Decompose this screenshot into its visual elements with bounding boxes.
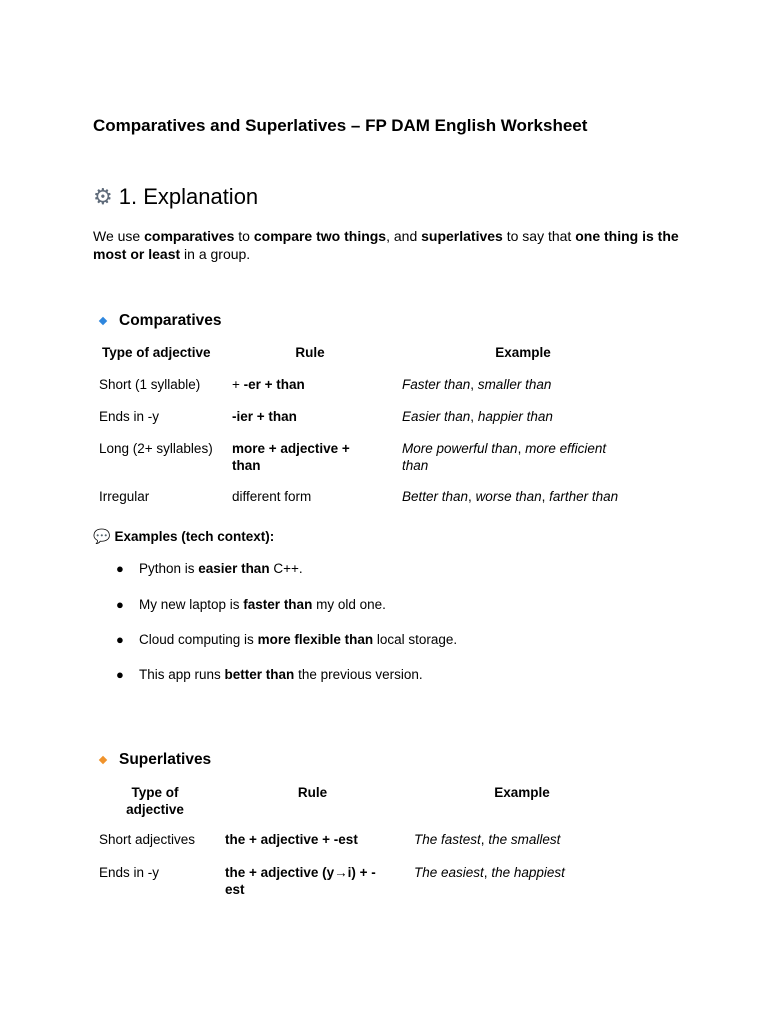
table-cell-rule: [232, 440, 382, 474]
list-item-bold: better than: [224, 667, 295, 682]
table-cell-type: Long (2+ syllables): [99, 441, 213, 456]
table-cell-rule: [225, 831, 358, 848]
example-sep: ,: [517, 441, 526, 456]
example-text: worse than: [475, 489, 542, 504]
table-header: Type of adjective: [126, 785, 184, 817]
intro-text: We use: [93, 228, 145, 244]
intro-text: , and: [386, 228, 422, 244]
rule-bold: more + adjective + than: [232, 441, 350, 473]
intro-paragraph: [93, 227, 683, 263]
table-header: Type of adjective: [102, 345, 211, 360]
table-cell-rule: [232, 376, 305, 393]
list-item-text: Python is: [139, 561, 199, 576]
rule-text: different form: [232, 489, 312, 504]
comparatives-heading: [97, 312, 222, 330]
example-text: farther than: [549, 489, 619, 504]
section-heading-text: 1. Explanation: [118, 184, 259, 209]
example-text: more efficient than: [402, 441, 607, 473]
rule-bold: the + adjective + -est: [225, 832, 358, 847]
table-cell-example: [402, 408, 642, 425]
example-sep: ,: [470, 409, 478, 424]
superlatives-heading: [97, 751, 211, 769]
document-title: Comparatives and Superlatives – FP DAM English Worksheet: [93, 116, 588, 135]
examples-heading: [93, 528, 274, 545]
list-item-text: C++.: [269, 561, 303, 576]
superlatives-heading-text: Superlatives: [119, 751, 212, 768]
example-sep: ,: [480, 832, 489, 847]
example-text: The easiest: [414, 865, 484, 880]
comparatives-heading-text: Comparatives: [119, 312, 222, 329]
list-item: [139, 667, 423, 682]
list-item-text: my old one.: [312, 597, 386, 612]
intro-bold: superlatives: [421, 228, 503, 244]
bullet-icon: ●: [116, 597, 124, 612]
example-sep: ,: [483, 865, 492, 880]
example-text: More powerful than: [402, 441, 518, 456]
example-text: the smallest: [488, 832, 561, 847]
intro-bold: comparatives: [144, 228, 235, 244]
example-text: smaller than: [477, 377, 552, 392]
list-item-text: My new laptop is: [139, 597, 244, 612]
section-heading: [93, 184, 258, 210]
table-cell-type: Irregular: [99, 489, 150, 504]
table-header: Example: [495, 345, 551, 360]
table-cell-type: Short (1 syllable): [99, 377, 201, 392]
rule-bold: -er + than: [243, 377, 305, 392]
list-item: [139, 597, 386, 612]
table-header: Rule: [295, 345, 325, 360]
example-text: The fastest: [414, 832, 481, 847]
example-sep: ,: [468, 489, 476, 504]
table-cell-type: Ends in -y: [99, 865, 160, 880]
example-text: Faster than: [402, 377, 471, 392]
example-text: the happiest: [491, 865, 565, 880]
list-item-bold: faster than: [243, 597, 313, 612]
example-text: Better than: [402, 489, 469, 504]
rule-text: +: [232, 377, 244, 392]
table-cell-example: [414, 831, 560, 848]
table-cell-rule: [232, 408, 297, 425]
rule-bold: the + adjective (y→i) + -est: [225, 865, 376, 897]
table-header: Example: [494, 785, 550, 800]
table-cell-type: Short adjectives: [99, 832, 196, 847]
intro-text: to say that: [502, 228, 576, 244]
list-item-text: Cloud computing is: [139, 632, 258, 647]
blue-diamond-icon: [99, 317, 107, 325]
bullet-icon: ●: [116, 561, 124, 576]
list-item-bold: easier than: [198, 561, 270, 576]
list-item-text: local storage.: [373, 632, 458, 647]
orange-diamond-icon: [99, 756, 107, 764]
table-cell-example: [414, 864, 565, 881]
table-cell-type: Ends in -y: [99, 409, 160, 424]
intro-text: in a group.: [180, 246, 251, 262]
table-cell-example: [402, 440, 634, 474]
list-item: [139, 632, 457, 647]
table-cell-rule: [225, 864, 385, 898]
example-sep: ,: [470, 377, 478, 392]
gear-icon: ⚙: [93, 184, 113, 209]
rule-bold: -ier + than: [232, 409, 297, 424]
list-item: [139, 561, 303, 576]
list-item-text: the previous version.: [294, 667, 423, 682]
speech-bubble-icon: 💬: [93, 528, 111, 544]
example-text: Easier than: [402, 409, 471, 424]
list-item-text: This app runs: [139, 667, 225, 682]
bullet-icon: ●: [116, 632, 124, 647]
intro-text: to: [234, 228, 254, 244]
table-cell-rule: [232, 488, 311, 505]
bullet-icon: ●: [116, 667, 124, 682]
table-cell-example: [402, 376, 642, 393]
list-item-bold: more flexible than: [257, 632, 374, 647]
examples-heading-text: Examples (tech context):: [114, 529, 275, 544]
example-text: happier than: [477, 409, 553, 424]
example-sep: ,: [541, 489, 550, 504]
table-cell-example: [402, 488, 618, 505]
intro-bold: compare two things: [253, 228, 387, 244]
intro-bold: one thing is the most or least: [93, 228, 679, 262]
table-header: Rule: [297, 785, 328, 800]
